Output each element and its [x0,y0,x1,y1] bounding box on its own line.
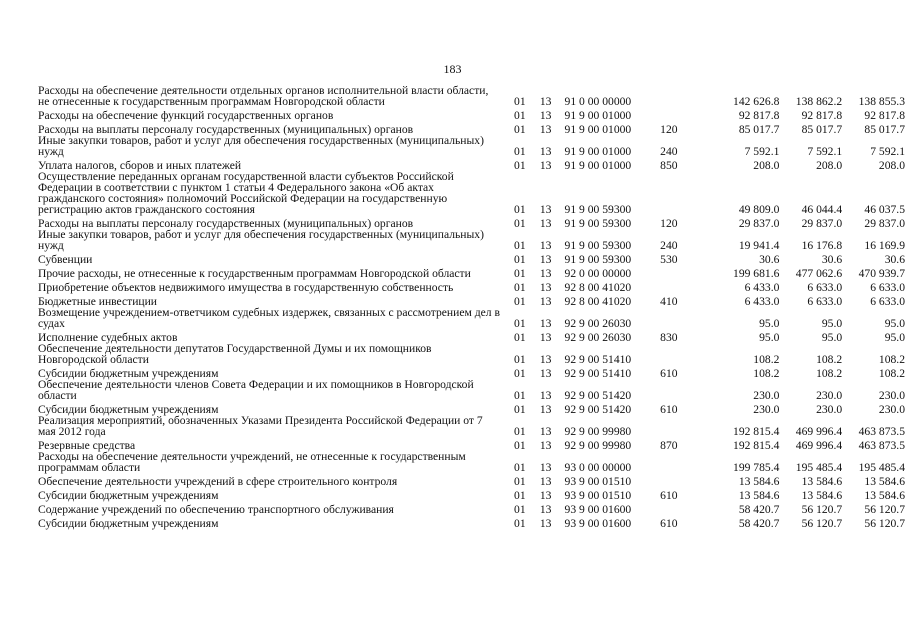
row-name: Исполнение судебных актов [38,331,178,344]
row-value-year-1: 230.0 [753,389,780,402]
row-expense-type [660,379,690,401]
row-name: Расходы на обеспечение деятельности отдельных органов исполнительной власти области, не отнесенные к государственным программам Новгородской области [38,84,489,108]
table-row [38,121,905,135]
row-target-article: 92 9 00 26030 [564,331,632,344]
row-subsection: 13 [539,367,552,380]
row-subsection: 13 [539,145,552,158]
row-expense-type [660,279,690,293]
row-name: Расходы на выплаты персоналу государственных (муниципальных) органов [38,123,414,136]
row-expense-type [660,451,690,473]
row-value-year-3: 108.2 [878,367,905,380]
row-name: Расходы на обеспечение деятельности учреждений, не отнесенные к государственным программам области [38,450,466,474]
row-subsection: 13 [539,95,552,108]
row-value-year-3: 230.0 [878,403,905,416]
table-row [38,251,905,265]
row-subsection: 13 [539,281,552,294]
row-value-year-2: 108.2 [816,353,843,366]
row-name: Иные закупки товаров, работ и услуг для обеспечения государственных (муниципальных) нужд [38,228,484,252]
row-name: Содержание учреждений по обеспечению транспортного обслуживания [38,503,394,516]
row-value-year-2: 85 017.7 [801,123,843,136]
page-number: 183 [443,62,462,76]
row-target-article: 91 0 00 00000 [564,95,632,108]
row-expense-type [660,415,690,437]
row-value-year-1: 6 433.0 [744,295,780,308]
row-value-year-3: 6 633.0 [870,281,905,294]
row-value-year-1: 49 809.0 [738,203,780,216]
row-value-year-2: 6 633.0 [807,295,843,308]
row-subsection: 13 [539,475,552,488]
row-target-article: 91 9 00 59300 [564,203,632,216]
table-row [38,85,905,107]
row-value-year-1: 58 420.7 [738,517,780,530]
table-row [38,307,905,329]
row-value-year-2: 95.0 [821,317,843,330]
row-value-year-2: 477 062.6 [795,267,843,280]
row-target-article: 93 9 00 01510 [564,475,632,488]
row-name: Иные закупки товаров, работ и услуг для обеспечения государственных (муниципальных) нужд [38,134,484,158]
row-value-year-3: 463 873.5 [858,425,905,438]
row-expense-type: 870 [660,439,678,452]
row-subsection: 13 [539,159,552,172]
row-target-article: 91 9 00 01000 [564,109,632,122]
row-target-article: 93 9 00 01510 [564,489,632,502]
row-value-year-2: 230.0 [816,389,843,402]
row-target-article: 91 9 00 59300 [564,217,632,230]
row-expense-type: 850 [660,159,678,172]
row-value-year-3: 108.2 [878,353,905,366]
budget-table [38,85,905,529]
row-expense-type: 240 [660,145,678,158]
row-section: 01 [514,253,526,266]
table-row [38,229,905,251]
row-value-year-2: 56 120.7 [801,503,843,516]
row-subsection: 13 [539,267,552,280]
row-expense-type: 610 [660,517,678,530]
row-value-year-3: 46 037.5 [864,203,905,216]
row-value-year-3: 13 584.6 [864,475,905,488]
row-subsection: 13 [539,109,552,122]
row-name: Субсидии бюджетным учреждениям [38,517,219,530]
table-row [38,401,905,415]
row-value-year-3: 138 855.3 [858,95,905,108]
row-target-article: 92 9 00 51420 [564,389,632,402]
row-value-year-2: 56 120.7 [801,517,843,530]
row-subsection: 13 [539,253,552,266]
row-value-year-1: 208.0 [753,159,780,172]
row-name: Прочие расходы, не отнесенные к государственным программам Новгородской области [38,267,471,280]
row-subsection: 13 [539,353,552,366]
row-target-article: 92 9 00 99980 [564,439,632,452]
table-row [38,487,905,501]
row-value-year-1: 19 941.4 [738,239,780,252]
row-expense-type: 610 [660,403,678,416]
row-expense-type: 410 [660,295,678,308]
row-value-year-3: 208.0 [878,159,905,172]
row-target-article: 92 8 00 41020 [564,281,632,294]
row-name: Бюджетные инвестиции [38,295,158,308]
row-value-year-1: 95.0 [759,317,780,330]
row-value-year-1: 108.2 [753,367,780,380]
row-value-year-1: 95.0 [759,331,780,344]
row-value-year-1: 85 017.7 [738,123,780,136]
row-value-year-3: 92 817.8 [864,109,905,122]
row-section: 01 [514,517,526,530]
row-value-year-3: 230.0 [878,389,905,402]
row-value-year-2: 469 996.4 [795,425,843,438]
row-value-year-2: 195 485.4 [795,461,843,474]
row-target-article: 91 9 00 59300 [564,239,632,252]
row-section: 01 [514,159,526,172]
table-row [38,343,905,365]
row-name: Уплата налогов, сборов и иных платежей [38,159,242,172]
row-value-year-3: 13 584.6 [864,489,905,502]
row-section: 01 [514,489,526,502]
row-expense-type: 830 [660,331,678,344]
row-name: Обеспечение деятельности учреждений в сфере строительного контроля [38,475,398,488]
row-subsection: 13 [539,203,552,216]
row-value-year-3: 95.0 [884,317,905,330]
row-name: Субвенции [38,253,93,266]
row-expense-type: 530 [660,253,678,266]
row-expense-type: 240 [660,239,678,252]
row-section: 01 [514,295,526,308]
row-value-year-2: 208.0 [816,159,843,172]
row-value-year-1: 13 584.6 [738,489,780,502]
row-section: 01 [514,503,526,516]
row-value-year-2: 7 592.1 [807,145,843,158]
row-target-article: 93 9 00 01600 [564,517,632,530]
row-value-year-1: 13 584.6 [738,475,780,488]
row-value-year-3: 463 873.5 [858,439,905,452]
table-row [38,473,905,487]
row-expense-type [660,85,690,107]
row-section: 01 [514,123,526,136]
row-value-year-2: 29 837.0 [801,217,843,230]
table-row [38,135,905,157]
table-row [38,515,905,529]
row-value-year-1: 230.0 [753,403,780,416]
row-name: Субсидии бюджетным учреждениям [38,489,219,502]
row-value-year-1: 6 433.0 [744,281,780,294]
row-value-year-2: 138 862.2 [795,95,843,108]
row-expense-type: 120 [660,123,678,136]
row-value-year-3: 56 120.7 [864,517,905,530]
row-section: 01 [514,367,526,380]
row-value-year-2: 92 817.8 [801,109,843,122]
row-section: 01 [514,353,526,366]
row-name: Возмещение учреждением-ответчиком судебных издержек, связанных с рассмотрением дел в судах [38,306,500,330]
row-value-year-1: 7 592.1 [744,145,780,158]
row-subsection: 13 [539,331,552,344]
row-name: Расходы на обеспечение функций государственных органов [38,109,334,122]
table-row [38,157,905,171]
row-section: 01 [514,109,526,122]
row-subsection: 13 [539,389,552,402]
row-expense-type [660,501,690,515]
row-value-year-2: 95.0 [821,331,843,344]
row-target-article: 91 9 00 01000 [564,145,632,158]
row-section: 01 [514,217,526,230]
row-section: 01 [514,461,526,474]
row-value-year-2: 230.0 [816,403,843,416]
row-expense-type: 610 [660,489,678,502]
table-row [38,265,905,279]
row-subsection: 13 [539,123,552,136]
row-value-year-3: 95.0 [884,331,905,344]
row-subsection: 13 [539,425,552,438]
table-row [38,437,905,451]
row-value-year-1: 108.2 [753,353,780,366]
row-value-year-1: 92 817.8 [738,109,780,122]
row-value-year-2: 13 584.6 [801,475,843,488]
row-section: 01 [514,389,526,402]
row-value-year-2: 30.6 [821,253,843,266]
row-value-year-3: 7 592.1 [870,145,905,158]
row-target-article: 91 9 00 01000 [564,123,632,136]
row-value-year-1: 29 837.0 [738,217,780,230]
row-expense-type [660,343,690,365]
row-section: 01 [514,239,526,252]
row-section: 01 [514,145,526,158]
row-name: Расходы на выплаты персоналу государственных (муниципальных) органов [38,217,414,230]
row-subsection: 13 [539,517,552,530]
row-name: Субсидии бюджетным учреждениям [38,367,219,380]
row-expense-type [660,265,690,279]
table-row [38,107,905,121]
row-target-article: 93 9 00 01600 [564,503,632,516]
row-expense-type [660,171,690,215]
row-value-year-3: 16 169.9 [864,239,905,252]
row-expense-type: 610 [660,367,678,380]
row-target-article: 93 0 00 00000 [564,461,632,474]
row-value-year-3: 85 017.7 [864,123,905,136]
row-value-year-2: 6 633.0 [807,281,843,294]
row-section: 01 [514,267,526,280]
row-subsection: 13 [539,503,552,516]
row-section: 01 [514,425,526,438]
table-row [38,171,905,215]
row-subsection: 13 [539,217,552,230]
table-row [38,215,905,229]
table-row [38,501,905,515]
row-target-article: 92 9 00 99980 [564,425,632,438]
table-row [38,415,905,437]
row-value-year-1: 142 626.8 [733,95,780,108]
row-value-year-2: 108.2 [816,367,843,380]
row-expense-type [660,473,690,487]
row-expense-type: 120 [660,217,678,230]
row-section: 01 [514,475,526,488]
row-value-year-1: 58 420.7 [738,503,780,516]
row-subsection: 13 [539,295,552,308]
row-value-year-2: 16 176.8 [801,239,843,252]
row-subsection: 13 [539,403,552,416]
row-target-article: 92 9 00 26030 [564,317,632,330]
row-section: 01 [514,317,526,330]
row-target-article: 92 9 00 51410 [564,353,632,366]
row-value-year-1: 199 681.6 [733,267,780,280]
row-subsection: 13 [539,489,552,502]
table-row [38,293,905,307]
row-subsection: 13 [539,461,552,474]
row-subsection: 13 [539,439,552,452]
row-target-article: 92 0 00 00000 [564,267,632,280]
row-target-article: 91 9 00 01000 [564,159,632,172]
row-expense-type [660,307,690,329]
row-name: Субсидии бюджетным учреждениям [38,403,219,416]
row-subsection: 13 [539,317,552,330]
table-row [38,279,905,293]
row-value-year-3: 195 485.4 [858,461,905,474]
table-row [38,329,905,343]
row-section: 01 [514,95,526,108]
row-value-year-2: 46 044.4 [801,203,843,216]
row-name: Обеспечение деятельности депутатов Государственной Думы и их помощников Новгородской области [38,342,432,366]
row-section: 01 [514,203,526,216]
row-value-year-1: 192 815.4 [733,439,780,452]
row-target-article: 92 9 00 51420 [564,403,632,416]
table-row [38,379,905,401]
table-row [38,365,905,379]
row-value-year-1: 199 785.4 [733,461,780,474]
row-name: Реализация мероприятий, обозначенных Указами Президента Российской Федерации от 7 мая 2012 года [38,414,483,438]
row-section: 01 [514,331,526,344]
row-expense-type [660,107,690,121]
row-name: Приобретение объектов недвижимого имущества в государственную собственность [38,281,454,294]
row-value-year-1: 30.6 [759,253,780,266]
row-section: 01 [514,439,526,452]
row-value-year-3: 30.6 [884,253,905,266]
row-section: 01 [514,403,526,416]
budget-table-body [38,85,905,529]
row-name: Обеспечение деятельности членов Совета Федерации и их помощников в Новгородской области [38,378,474,402]
row-value-year-2: 13 584.6 [801,489,843,502]
row-name: Резервные средства [38,439,136,452]
row-value-year-2: 469 996.4 [795,439,843,452]
row-value-year-1: 192 815.4 [733,425,780,438]
row-target-article: 91 9 00 59300 [564,253,632,266]
row-value-year-3: 56 120.7 [864,503,905,516]
row-target-article: 92 9 00 51410 [564,367,632,380]
row-value-year-3: 470 939.7 [858,267,905,280]
row-name: Осуществление переданных органам государственной власти субъектов Российской Федерации в соответствии с пунктом 1 статьи 4 Федерального закона «Об актах гражданского состояния» полномочий Российской Федерации на государственную регистрацию актов гражданского состояния [38,170,454,216]
row-section: 01 [514,281,526,294]
row-target-article: 92 8 00 41020 [564,295,632,308]
row-subsection: 13 [539,239,552,252]
row-value-year-3: 29 837.0 [864,217,905,230]
table-row [38,451,905,473]
row-value-year-3: 6 633.0 [870,295,905,308]
